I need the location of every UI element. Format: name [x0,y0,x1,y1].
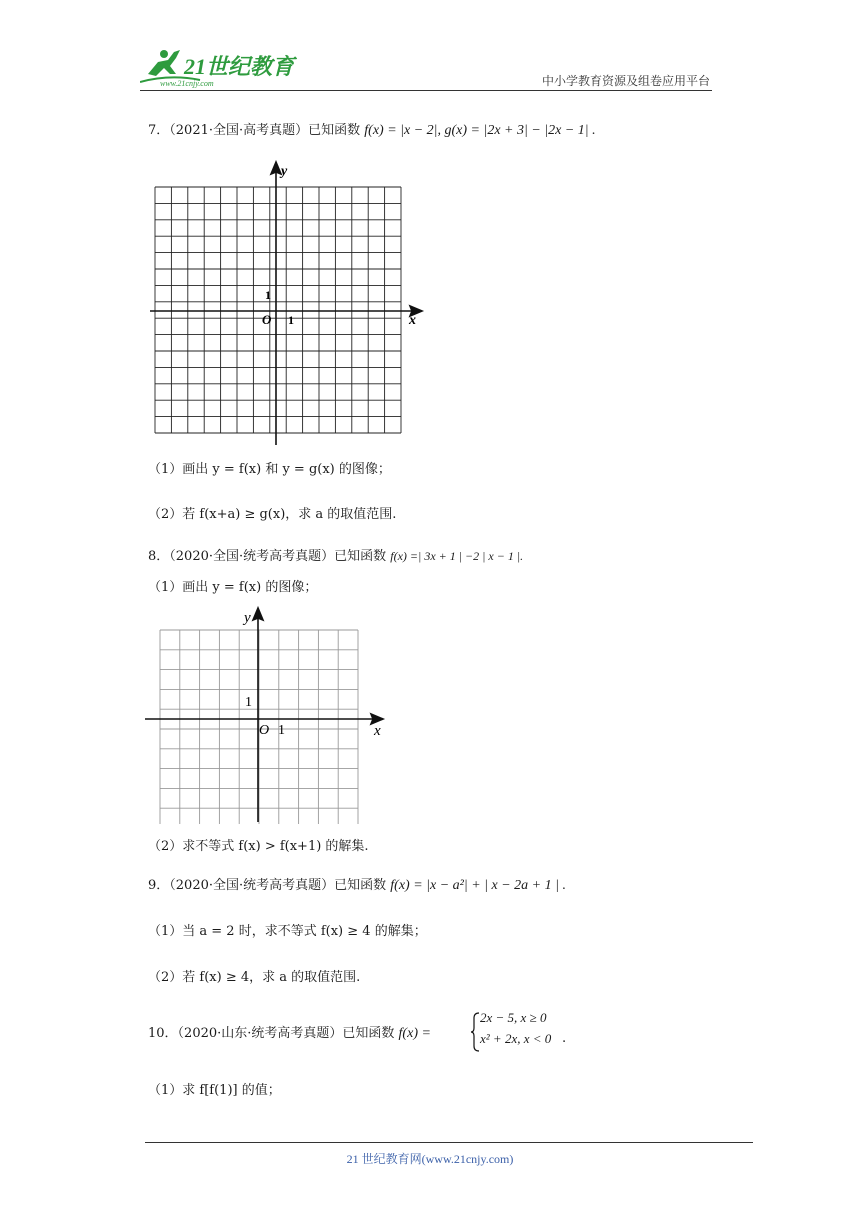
logo-url: www.21cnjy.com [160,79,214,88]
q7-y-arrow-icon [271,162,281,174]
q10-stem: 10．（2020·山东·统考高考真题）已知函数 [148,1026,395,1041]
q8-y-tick-1: 1 [245,695,252,710]
q7-grid-lines [155,187,401,433]
q8-origin-label: O [259,723,270,738]
q7-coordinate-grid [150,160,430,445]
q7-y-label: y [281,164,288,179]
q10-stem-line [148,1024,431,1044]
q8-coordinate-grid [145,604,390,824]
q10-end: . [562,1031,567,1046]
q8-axes [145,608,383,822]
q10-case2: x² + 2x, x < 0 [480,1031,552,1046]
footer-divider [145,1142,753,1143]
header-divider [140,90,712,91]
q8-stem: 8．（2020·全国·统考高考真题）已知函数 [148,549,387,564]
q7-stem: 7．（2021·全国·高考真题）已知函数 [148,123,361,138]
q8-y-label: y [244,610,251,626]
q8-y-arrow-icon [253,608,263,620]
q7-origin-label: O [262,312,272,327]
site-logo [140,44,315,90]
q8-x-tick-1: 1 [278,723,285,738]
q10-lhs: f(x) = [398,1026,431,1041]
q7-stem-line [148,121,596,141]
q7-x-tick-1: 1 [288,313,294,327]
q7-x-label: x [409,313,416,328]
q7-formula: f(x) = |x − 2|, g(x) = |2x + 3| − |2x − 1| . [364,123,596,138]
q7-y-tick-1: 1 [265,288,271,302]
q10-part1: （1）求 f[f(1)] 的值； [148,1083,281,1098]
footer-text: 21 世纪教育网(www.21cnjy.com) [346,1152,514,1166]
q10-case1: 2x − 5, x ≥ 0 [480,1010,547,1025]
q9-stem: 9．（2020·全国·统考高考真题）已知函数 [148,878,387,893]
q9-part1: （1）当 a = 2 时，求不等式 f(x) ≥ 4 的解集； [148,924,427,939]
q10-piecewise [470,1010,580,1052]
q8-part1: （1）画出 y = f(x) 的图像； [148,580,318,595]
q9-stem-line [148,876,566,896]
logo-text: 21世纪教育 [184,54,295,79]
q8-formula: f(x) =| 3x + 1 | −2 | x − 1 |. [390,549,524,563]
q7-part1: （1）画出 y = f(x) 和 y = g(x) 的图像； [148,462,391,477]
q9-formula: f(x) = |x − a²| + | x − 2a + 1 | . [390,878,566,893]
platform-name: 中小学教育资源及组卷应用平台 [541,74,710,88]
left-brace-icon [470,1012,480,1052]
q8-part2: （2）求不等式 f(x) > f(x+1) 的解集. [148,839,369,854]
q8-x-label: x [374,723,381,739]
q9-part2: （2）若 f(x) ≥ 4，求 a 的取值范围. [148,970,361,985]
q8-stem-line [148,546,523,567]
q7-part2: （2）若 f(x+a) ≥ g(x)，求 a 的取值范围. [148,507,397,522]
